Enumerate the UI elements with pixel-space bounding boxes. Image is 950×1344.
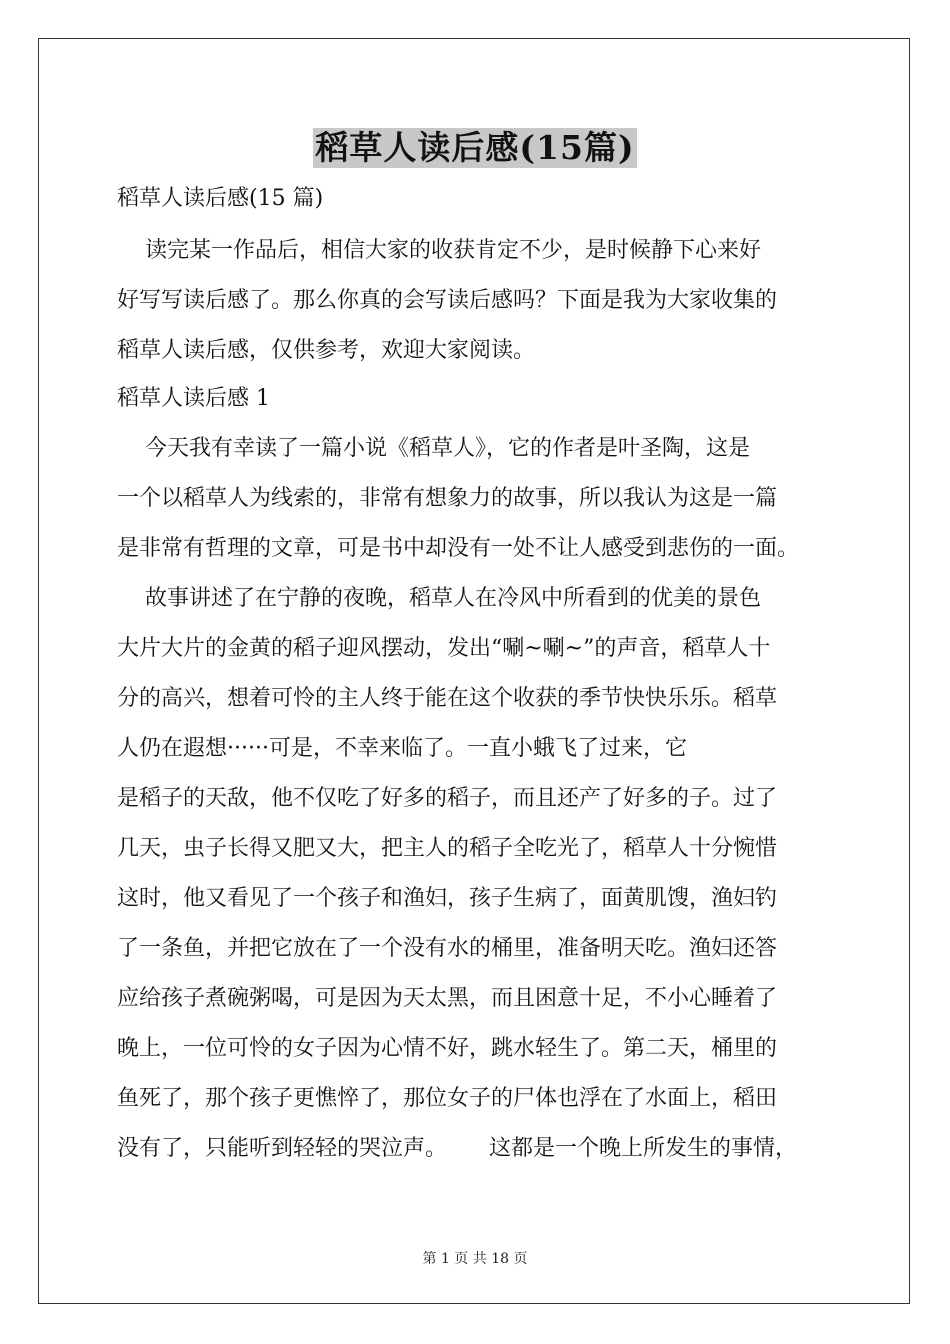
text-line: 这时，他又看见了一个孩子和渔妇，孩子生病了，面黄肌馊，渔妇钓 [117, 886, 778, 911]
text-line: 没有了，只能听到轻轻的哭泣声。 这都是一个晚上所发生的事情， [117, 1136, 797, 1161]
text-line: 今天我有幸读了一篇小说《稻草人》，它的作者是叶圣陶，这是 [117, 436, 750, 461]
text-line: 几天，虫子长得又肥又大，把主人的稻子全吃光了，稻草人十分惋惜 [117, 836, 778, 861]
text-line: 人仍在遐想······可是，不幸来临了。一直小蛾飞了过来，它 [117, 736, 687, 761]
subtitle-line: 稻草人读后感(15 篇) [117, 186, 324, 211]
text-line: 一个以稻草人为线索的，非常有想象力的故事，所以我认为这是一篇 [117, 486, 778, 511]
text-line: 读完某一作品后，相信大家的收获肯定不少，是时候静下心来好 [117, 238, 761, 263]
page-footer: 第 1 页 共 18 页 [422, 1251, 528, 1267]
text-line: 鱼死了，那个孩子更憔悴了，那位女子的尸体也浮在了水面上，稻田 [117, 1086, 778, 1111]
text-line: 晚上，一位可怜的女子因为心情不好，跳水轻生了。第二天，桶里的 [117, 1036, 778, 1061]
text-line: 好写写读后感了。那么你真的会写读后感吗？下面是我为大家收集的 [117, 288, 778, 313]
text-line: 是稻子的天敌，他不仅吃了好多的稻子，而且还产了好多的子。过了 [117, 786, 778, 811]
text-line: 了一条鱼，并把它放在了一个没有水的桶里，准备明天吃。渔妇还答 [117, 936, 778, 961]
text-line: 应给孩子煮碗粥喝，可是因为天太黑，而且困意十足，不小心睡着了 [117, 986, 778, 1011]
document-title: 稻草人读后感(15篇) [315, 128, 635, 167]
page-border [38, 38, 910, 1304]
text-line: 是非常有哲理的文章，可是书中却没有一处不让人感受到悲伤的一面。 [117, 536, 800, 561]
section-heading: 稻草人读后感 1 [117, 386, 270, 411]
title-container [0, 128, 950, 168]
text-line: 大片大片的金黄的稻子迎风摆动，发出“唰~唰~”的声音，稻草人十 [117, 636, 771, 661]
text-line: 故事讲述了在宁静的夜晚，稻草人在冷风中所看到的优美的景色 [117, 586, 761, 611]
text-line: 分的高兴，想着可怜的主人终于能在这个收获的季节快快乐乐。稻草 [117, 686, 778, 711]
text-line: 稻草人读后感，仅供参考，欢迎大家阅读。 [117, 338, 536, 363]
